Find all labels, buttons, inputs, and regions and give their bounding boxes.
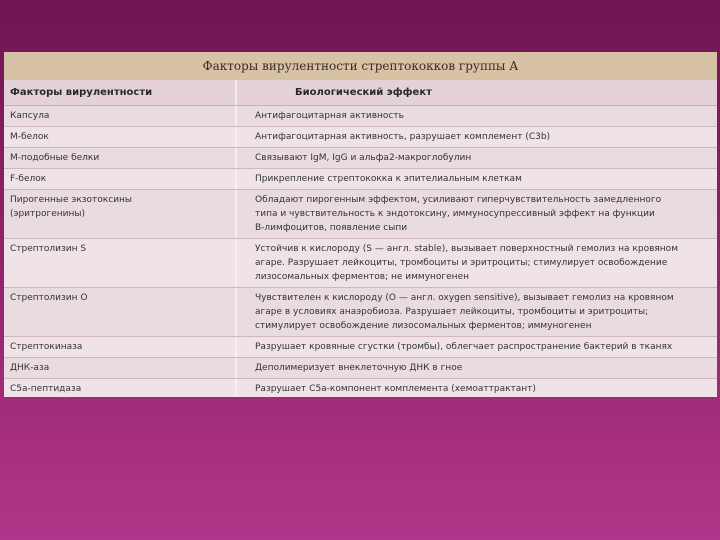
effect-text: Антифагоцитарная активность, разрушает комплемент (С3b) xyxy=(255,132,551,142)
effect-cell xyxy=(237,148,717,168)
effect-text: Деполимеризует внеклеточную ДНК в гное xyxy=(255,363,463,373)
effect-text: Устойчив к кислороду (S — англ. stable), вызывает поверхностный гемолиз на кровяном xyxy=(255,244,678,254)
effect-cell xyxy=(237,106,717,126)
effect-cell xyxy=(237,169,717,189)
factor-text: Стрептолизин О xyxy=(10,293,88,303)
table-row xyxy=(4,169,717,190)
table-header-row xyxy=(4,80,717,106)
effect-text: Чувствителен к кислороду (О — англ. oxygen sensitive), вызывает гемолиз на кровяном xyxy=(255,293,674,303)
effect-text: Разрушает кровяные сгустки (тромбы), облегчает распространение бактерий в тканях xyxy=(255,342,673,352)
factor-text: F-белок xyxy=(10,174,47,184)
factor-text: М-подобные белки xyxy=(10,153,100,163)
factor-cell xyxy=(4,358,237,378)
table-row xyxy=(4,337,717,358)
table-body xyxy=(4,106,717,397)
factor-text: (эритрогенины) xyxy=(10,209,85,219)
effect-text: типа и чувствительность к эндотоксину, иммуносупрессивный эффект на функции xyxy=(255,209,655,219)
table-title: Факторы вирулентности стрептококков группы А xyxy=(4,52,717,80)
effect-text: агаре в условиях анаэробиоза. Разрушает лейкоциты, тромбоциты и эритроциты; xyxy=(255,307,649,317)
factor-text: ДНК-аза xyxy=(10,363,50,373)
table-row xyxy=(4,127,717,148)
table-row xyxy=(4,106,717,127)
header-effect: Биологический эффект xyxy=(295,87,432,98)
effect-text: В-лимфоцитов, появление сыпи xyxy=(255,223,408,233)
factor-text: Стрептолизин S xyxy=(10,244,87,254)
effect-text: Разрушает С5а-компонент комплемента (хемоаттрактант) xyxy=(255,384,536,394)
effect-text: Антифагоцитарная активность xyxy=(255,111,404,121)
factor-text: М-белок xyxy=(10,132,49,142)
virulence-table xyxy=(4,52,717,397)
factor-cell xyxy=(4,288,237,336)
effect-cell xyxy=(237,337,717,357)
effect-cell xyxy=(237,190,717,238)
effect-text: Связывают IgM, IgG и альфа2-макроглобулин xyxy=(255,153,472,163)
header-factors: Факторы вирулентности xyxy=(4,80,237,105)
effect-text: агаре. Разрушает лейкоциты, тромбоциты и эритроциты; стимулирует освобождение xyxy=(255,258,668,268)
factor-text: Пирогенные экзотоксины xyxy=(10,195,133,205)
effect-text: Прикрепление стрептококка к эпителиальным клеткам xyxy=(255,174,522,184)
table-row xyxy=(4,148,717,169)
factor-cell xyxy=(4,148,237,168)
factor-cell xyxy=(4,169,237,189)
factor-cell xyxy=(4,379,237,397)
table-row xyxy=(4,379,717,397)
factor-cell xyxy=(4,190,237,238)
table-row xyxy=(4,288,717,337)
factor-text: Капсула xyxy=(10,111,50,121)
effect-cell xyxy=(237,379,717,397)
effect-cell xyxy=(237,127,717,147)
table-row xyxy=(4,190,717,239)
effect-text: стимулирует освобождение лизосомальных ферментов; иммуногенен xyxy=(255,321,592,331)
table-row xyxy=(4,239,717,288)
factor-cell xyxy=(4,127,237,147)
effect-cell xyxy=(237,288,717,336)
factor-text: Стрептокиназа xyxy=(10,342,83,352)
effect-text: Обладают пирогенным эффектом, усиливают гиперчувствительность замедленного xyxy=(255,195,662,205)
effect-text: лизосомальных ферментов; не иммуногенен xyxy=(255,272,469,282)
factor-text: С5а-пептидаза xyxy=(10,384,82,394)
table-row xyxy=(4,358,717,379)
factor-cell xyxy=(4,106,237,126)
factor-cell xyxy=(4,337,237,357)
effect-cell xyxy=(237,239,717,287)
factor-cell xyxy=(4,239,237,287)
effect-cell xyxy=(237,358,717,378)
